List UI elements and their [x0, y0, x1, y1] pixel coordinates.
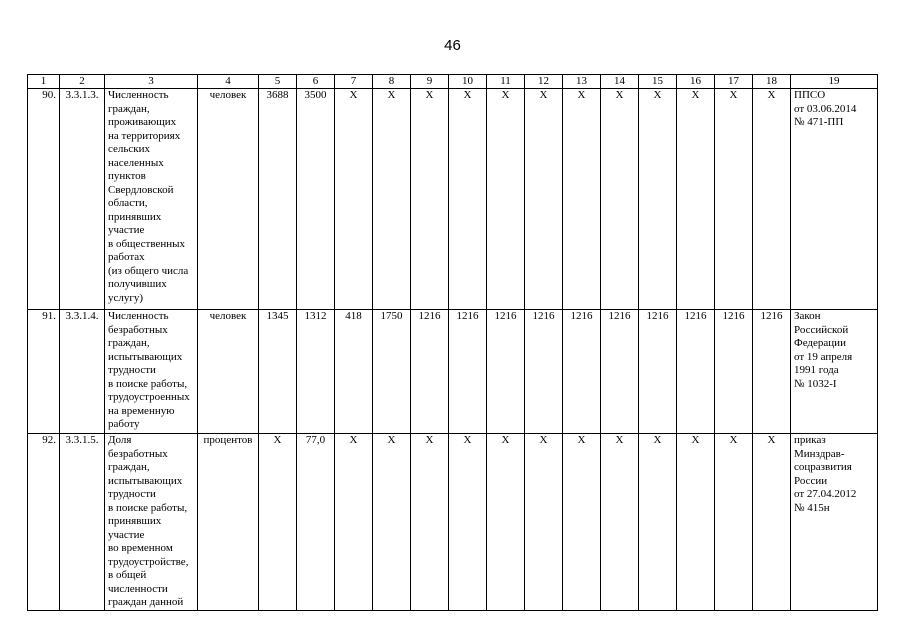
value-cell: 3688 [259, 89, 297, 310]
value-cell: 77,0 [297, 434, 335, 611]
indicator-name: Доля безработных граждан, испытывающих трудности в поиске работы, принявших участие во временном трудоустройстве, в общей численности граждан данной [105, 434, 198, 611]
value-cell: X [753, 89, 791, 310]
value-cell: 1216 [601, 310, 639, 434]
legal-act: Закон Российской Федерации от 19 апреля 1991 года № 1032-I [791, 310, 878, 434]
value-cell: X [373, 89, 411, 310]
column-number: 6 [297, 75, 335, 89]
value-cell: 1216 [753, 310, 791, 434]
value-cell: X [525, 89, 563, 310]
value-cell: 1216 [639, 310, 677, 434]
unit: человек [198, 89, 259, 310]
value-cell: X [601, 89, 639, 310]
table-row [28, 434, 878, 611]
value-cell: X [677, 434, 715, 611]
column-number: 16 [677, 75, 715, 89]
column-number: 9 [411, 75, 449, 89]
column-number: 3 [105, 75, 198, 89]
column-number: 13 [563, 75, 601, 89]
value-cell: 1216 [449, 310, 487, 434]
value-cell: X [715, 434, 753, 611]
column-number: 15 [639, 75, 677, 89]
value-cell: X [677, 89, 715, 310]
value-cell: X [449, 89, 487, 310]
indicator-code: 3.3.1.3. [60, 89, 105, 310]
column-number: 4 [198, 75, 259, 89]
value-cell: X [715, 89, 753, 310]
column-number: 14 [601, 75, 639, 89]
legal-act: ППСО от 03.06.2014 № 471-ПП [791, 89, 878, 310]
value-cell: X [449, 434, 487, 611]
page-number: 46 [444, 37, 461, 54]
column-number: 8 [373, 75, 411, 89]
column-number: 5 [259, 75, 297, 89]
column-number: 7 [335, 75, 373, 89]
value-cell: 3500 [297, 89, 335, 310]
value-cell: 1216 [677, 310, 715, 434]
value-cell: X [411, 89, 449, 310]
unit: человек [198, 310, 259, 434]
column-number-row [28, 75, 878, 89]
value-cell: X [639, 434, 677, 611]
column-number: 18 [753, 75, 791, 89]
value-cell: X [487, 434, 525, 611]
column-number: 10 [449, 75, 487, 89]
value-cell: X [563, 89, 601, 310]
value-cell: X [601, 434, 639, 611]
legal-act: приказ Минздрав- соцразвития России от 27.04.2012 № 415н [791, 434, 878, 611]
value-cell: X [525, 434, 563, 611]
value-cell: X [487, 89, 525, 310]
unit: процентов [198, 434, 259, 611]
value-cell: 1216 [563, 310, 601, 434]
column-number: 2 [60, 75, 105, 89]
row-number: 92. [28, 434, 60, 611]
value-cell: X [335, 434, 373, 611]
value-cell: 1216 [525, 310, 563, 434]
column-number: 17 [715, 75, 753, 89]
row-number: 90. [28, 89, 60, 310]
value-cell: X [373, 434, 411, 611]
value-cell: 1750 [373, 310, 411, 434]
table-row [28, 89, 878, 310]
value-cell: 1345 [259, 310, 297, 434]
row-number: 91. [28, 310, 60, 434]
value-cell: X [753, 434, 791, 611]
table-row [28, 310, 878, 434]
value-cell: 1216 [411, 310, 449, 434]
indicator-name: Численность граждан, проживающих на территориях сельских населенных пунктов Свердловской области, принявших участие в общественных работах (из общего числа получивших услугу) [105, 89, 198, 310]
indicator-code: 3.3.1.4. [60, 310, 105, 434]
value-cell: 418 [335, 310, 373, 434]
value-cell: X [335, 89, 373, 310]
indicator-code: 3.3.1.5. [60, 434, 105, 611]
column-number: 19 [791, 75, 878, 89]
column-number: 12 [525, 75, 563, 89]
value-cell: X [639, 89, 677, 310]
value-cell: 1216 [715, 310, 753, 434]
value-cell: X [563, 434, 601, 611]
column-number: 1 [28, 75, 60, 89]
indicator-name: Численность безработных граждан, испытывающих трудности в поиске работы, трудоустроенных на временную работу [105, 310, 198, 434]
column-number: 11 [487, 75, 525, 89]
indicators-table [27, 74, 878, 611]
value-cell: 1312 [297, 310, 335, 434]
value-cell: X [259, 434, 297, 611]
value-cell: 1216 [487, 310, 525, 434]
value-cell: X [411, 434, 449, 611]
